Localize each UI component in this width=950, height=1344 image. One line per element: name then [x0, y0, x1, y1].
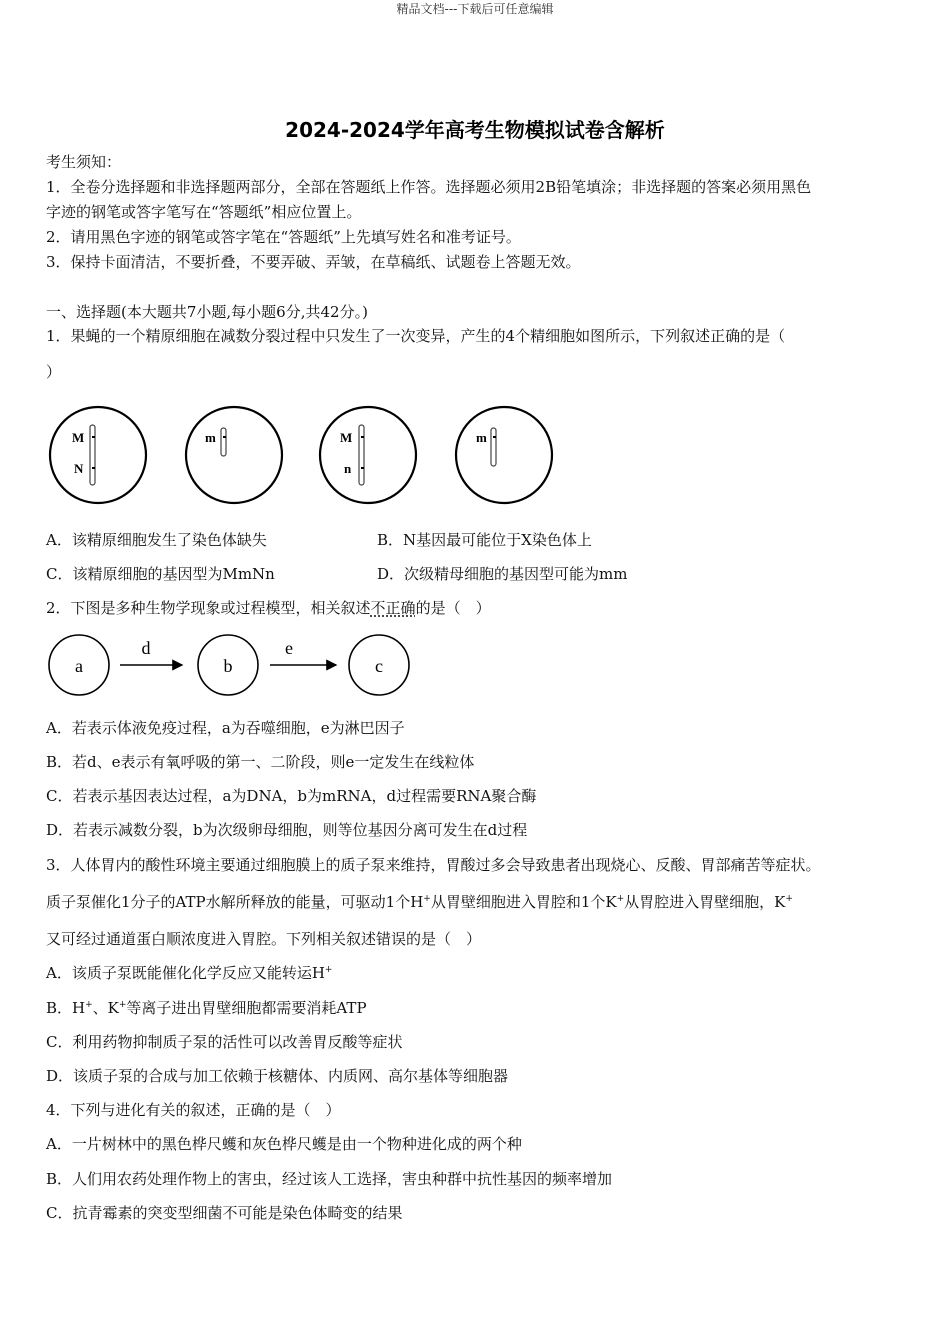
sperm-cell-4 [456, 407, 552, 503]
superscript: + [423, 894, 431, 904]
q4-stem: 4．下列与进化有关的叙述，正确的是（ ） [46, 1101, 341, 1119]
q1-stem: 1．果蝇的一个精原细胞在减数分裂过程中只发生了一次变异，产生的4个精细胞如图所示，下列叙述正确的是（ [46, 327, 786, 345]
node-label: b [223, 656, 233, 676]
q3-stem-line3: 又可经过通道蛋白顺浓度进入胃腔。下列相关叙述错误的是（ ） [46, 930, 482, 948]
q4-option-a: A．一片树林中的黑色桦尺蠖和灰色桦尺蠖是由一个物种进化成的两个种 [46, 1135, 522, 1153]
q3-text: 质子泵催化1分子的ATP水解所释放的能量，可驱动1个H [46, 893, 424, 911]
q1-stem-end: ） [46, 363, 62, 381]
sperm-cell-1 [50, 407, 146, 503]
sperm-cell-3 [320, 407, 416, 503]
q4-option-b: B．人们用农药处理作物上的害虫，经过该人工选择，害虫种群中抗性基因的频率增加 [46, 1170, 613, 1188]
notice-item: 3．保持卡面清洁，不要折叠，不要弄破、弄皱，在草稿纸、试题卷上答题无效。 [46, 253, 581, 271]
q2-process-model-figure [46, 630, 416, 700]
q2-option-d: D．若表示减数分裂，b为次级卵母细胞，则等位基因分离可发生在d过程 [46, 821, 528, 839]
q2-stem [46, 598, 491, 618]
header-note: 精品文档---下载后可任意编辑 [396, 2, 554, 16]
gene-label: N [74, 461, 84, 476]
q1-sperm-cells-figure [46, 400, 566, 510]
sperm-cell-2 [186, 407, 282, 503]
q2-option-a: A．若表示体液免疫过程，a为吞噬细胞，e为淋巴因子 [46, 719, 405, 737]
q3-option-b-text: 等离子进出胃壁细胞都需要消耗ATP [126, 999, 367, 1017]
q3-stem-line2 [46, 892, 793, 912]
arrow-label: e [285, 638, 293, 658]
gene-label: n [344, 461, 352, 476]
notice-item: 字迹的钢笔或答字笔写在“答题纸”相应位置上。 [46, 203, 362, 221]
q2-option-b: B．若d、e表示有氧呼吸的第一、二阶段，则e一定发生在线粒体 [46, 753, 475, 771]
q1-option-d: D．次级精母细胞的基因型可能为mm [377, 565, 628, 583]
q2-stem-pre: 2．下图是多种生物学现象或过程模型，相关叙述 [46, 599, 371, 617]
notice-item: 1．全卷分选择题和非选择题两部分，全部在答题纸上作答。选择题必须用2B铅笔填涂；非选择题的答案必须用黑色 [46, 178, 812, 196]
notice-item: 2．请用黑色字迹的钢笔或答字笔在“答题纸”上先填写姓名和准考证号。 [46, 228, 521, 246]
arrow-label: d [141, 638, 151, 658]
node-label: a [75, 656, 83, 676]
q4-option-c: C．抗青霉素的突变型细菌不可能是染色体畸变的结果 [46, 1204, 403, 1222]
gene-label: m [205, 430, 216, 445]
q3-text: 从胃腔进入胃壁细胞，K [624, 893, 786, 911]
q3-option-a-text: A．该质子泵既能催化化学反应又能转运H [46, 964, 325, 982]
superscript: + [616, 894, 625, 904]
superscript: + [324, 965, 333, 975]
q2-stem-post: 的是（ ） [415, 599, 491, 617]
q1-option-b: B．N基因最可能位于X染色体上 [377, 531, 592, 549]
q1-option-a: A．该精原细胞发生了染色体缺失 [46, 531, 267, 549]
q3-text: 从胃壁细胞进入胃腔和1个K [430, 893, 617, 911]
superscript: + [85, 1000, 93, 1010]
page-title: 2024-2024学年高考生物模拟试卷含解析 [285, 118, 665, 142]
gene-label: m [476, 430, 487, 445]
section-heading: 一、选择题(本大题共7小题,每小题6分,共42分。) [46, 303, 368, 321]
q2-stem-emphasis: 不正确 [370, 599, 416, 617]
q3-option-b-text: 、K [92, 999, 119, 1017]
q3-option-b [46, 998, 367, 1018]
q3-stem-line1: 3．人体胃内的酸性环境主要通过细胞膜上的质子泵来维持，胃酸过多会导致患者出现烧心、反酸、胃部痛苦等症状。 [46, 856, 821, 874]
superscript: + [785, 894, 793, 904]
q3-option-c: C．利用药物抑制质子泵的活性可以改善胃反酸等症状 [46, 1033, 403, 1051]
gene-label: M [72, 430, 85, 445]
superscript: + [118, 1000, 127, 1010]
q1-option-c: C．该精原细胞的基因型为MmNn [46, 565, 275, 583]
notice-heading: 考生须知： [46, 153, 122, 171]
q2-option-c: C．若表示基因表达过程，a为DNA，b为mRNA，d过程需要RNA聚合酶 [46, 787, 537, 805]
node-label: c [375, 656, 383, 676]
q3-option-d: D．该质子泵的合成与加工依赖于核糖体、内质网、高尔基体等细胞器 [46, 1067, 509, 1085]
q3-option-b-text: B．H [46, 999, 86, 1017]
gene-label: M [340, 430, 353, 445]
q3-option-a [46, 963, 332, 983]
